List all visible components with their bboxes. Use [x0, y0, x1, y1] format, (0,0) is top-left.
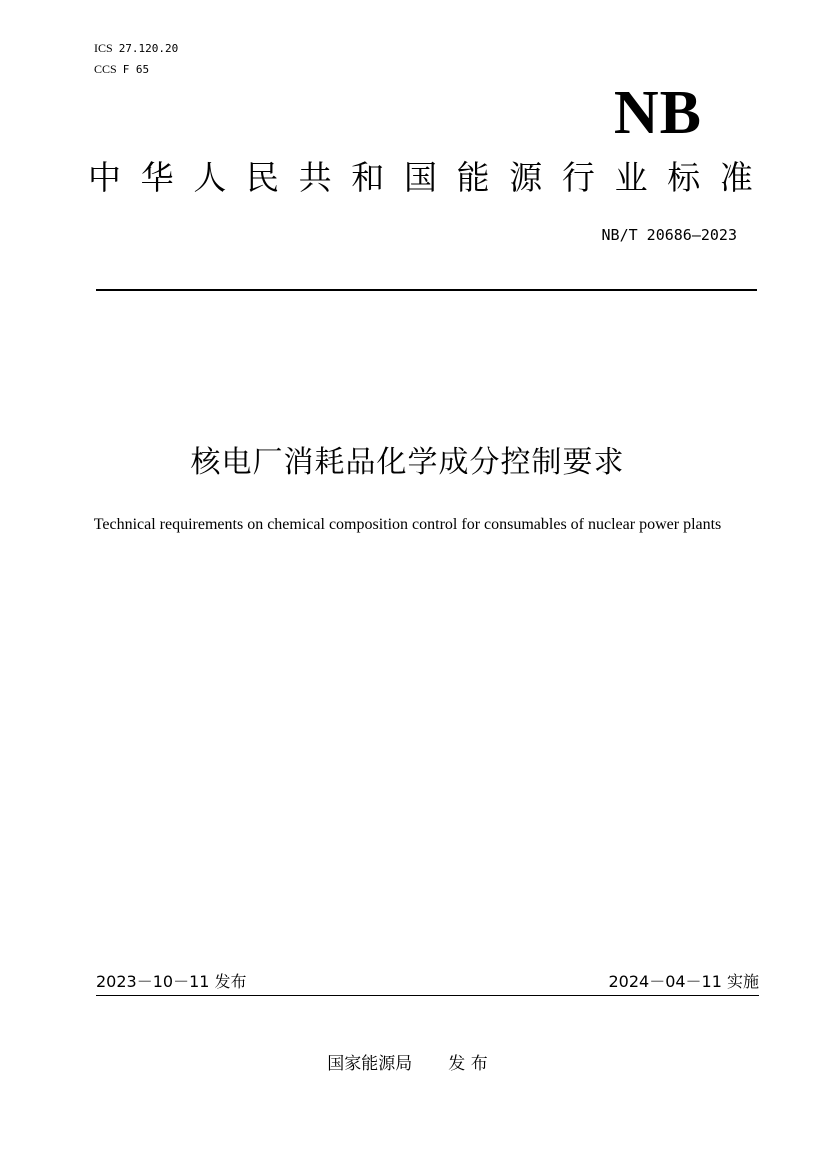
publisher	[0, 1052, 815, 1076]
standard-title-char: 和	[351, 158, 385, 197]
standard-title-char: 共	[298, 158, 332, 197]
standard-title-char: 行	[561, 158, 595, 197]
standard-title-char: 中	[88, 158, 121, 197]
standard-title-char: 能	[456, 158, 490, 197]
document-title-english: Technical requirements on chemical composition control for consumables of nuclear power plants	[93, 516, 722, 533]
nb-logo: NB	[613, 79, 702, 147]
standard-title-char: 业	[614, 158, 648, 197]
ics-classification	[94, 40, 178, 57]
issue-date: 2023－10－11 发布	[96, 972, 247, 991]
standard-title-char: 华	[140, 158, 174, 197]
publisher-name: 国家能源局	[327, 1054, 413, 1074]
document-title-chinese: 核电厂消耗品化学成分控制要求	[190, 445, 625, 480]
standard-number: NB/T 20686—2023	[601, 226, 737, 244]
ics-value: 27.120.20	[118, 42, 179, 55]
implementation-date: 2024－04－11 实施	[608, 972, 759, 991]
standard-title-char: 准	[719, 158, 753, 197]
ccs-label: CCS	[94, 62, 117, 76]
top-divider	[96, 289, 757, 291]
bottom-divider	[96, 995, 759, 996]
standard-title-char: 国	[403, 158, 437, 197]
ics-label: ICS	[94, 41, 113, 55]
standard-title-char: 民	[245, 158, 279, 197]
ccs-classification	[94, 61, 149, 78]
publisher-action: 发 布	[448, 1054, 488, 1074]
standard-title-char: 人	[193, 158, 227, 197]
standard-title	[88, 157, 753, 199]
standard-title-char: 源	[509, 158, 543, 197]
standard-title-char: 标	[667, 158, 701, 197]
ccs-value: F 65	[122, 63, 150, 76]
